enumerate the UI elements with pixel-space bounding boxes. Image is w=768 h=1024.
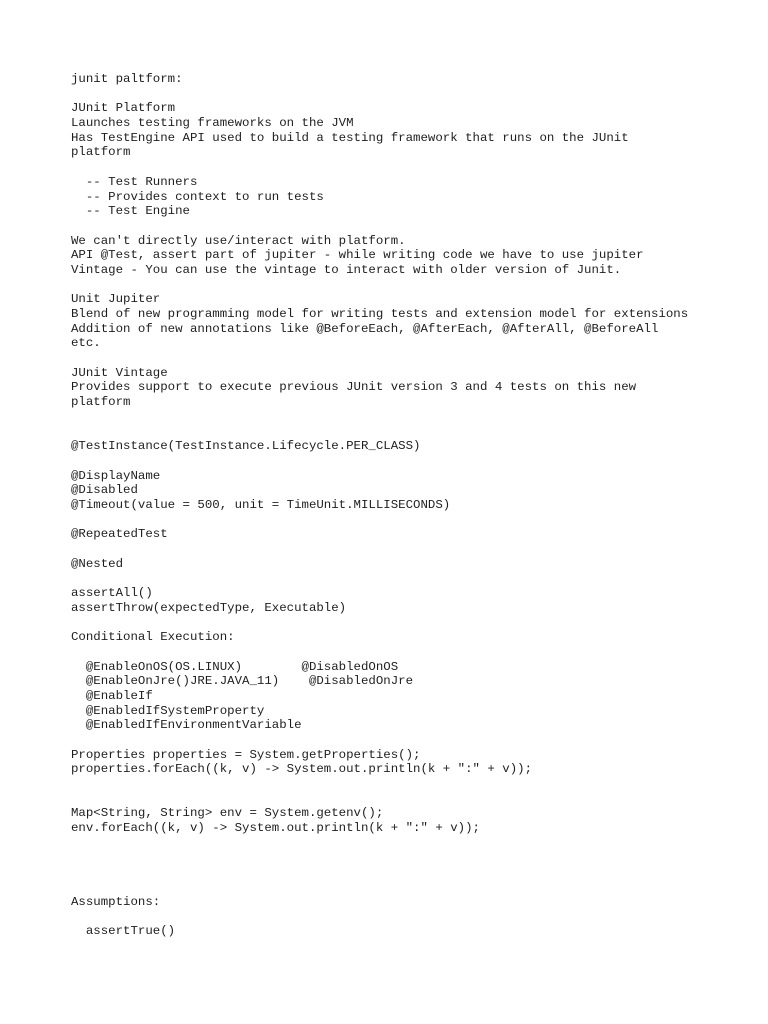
text-line: Properties properties = System.getProperties(); [71, 747, 421, 762]
blank-line [71, 87, 751, 102]
text-line: -- Test Engine [71, 204, 190, 219]
text-line: -- Provides context to run tests [71, 189, 324, 204]
text-line: platform [71, 145, 131, 160]
blank-line [71, 777, 751, 792]
text-line: etc. [71, 336, 101, 351]
blank-line [71, 615, 751, 630]
text-line: @EnableOnOS(OS.LINUX) @DisabledOnOS [71, 659, 399, 674]
blank-line [71, 542, 751, 557]
text-line: platform [71, 395, 131, 410]
blank-line [71, 278, 751, 293]
blank-line [71, 425, 751, 440]
text-line: Unit Jupiter [71, 292, 161, 307]
text-line: Map<String, String> env = System.getenv(); [71, 806, 384, 821]
text-line: @Disabled [71, 483, 138, 498]
text-line: We can't directly use/interact with platform. [71, 233, 406, 248]
blank-line [71, 909, 751, 924]
text-line: @EnabledIfSystemProperty [71, 703, 265, 718]
text-line: Conditional Execution: [71, 630, 235, 645]
text-line: assertTrue() [71, 923, 176, 938]
blank-line [71, 454, 751, 469]
text-line: Assumptions: [71, 894, 161, 909]
text-line: @Timeout(value = 500, unit = TimeUnit.MILLISECONDS) [71, 497, 451, 512]
text-line: JUnit Platform [71, 101, 176, 116]
text-line: env.forEach((k, v) -> System.out.println(k + ":" + v)); [71, 821, 480, 836]
text-line: Launches testing frameworks on the JVM [71, 116, 354, 131]
text-line: @Nested [71, 556, 124, 571]
blank-line [71, 792, 751, 807]
document-body [71, 72, 751, 939]
text-line: @DisplayName [71, 468, 161, 483]
blank-line [71, 733, 751, 748]
text-line: @EnabledIfEnvironmentVariable [71, 718, 302, 733]
text-line: Addition of new annotations like @BeforeEach, @AfterEach, @AfterAll, @BeforeAll [71, 321, 659, 336]
text-line: junit paltform: [71, 72, 183, 86]
text-line: @EnableIf [71, 688, 153, 703]
blank-line [71, 351, 751, 366]
text-line: API @Test, assert part of jupiter - while writing code we have to use jupiter [71, 248, 644, 263]
blank-line [71, 571, 751, 586]
blank-line [71, 160, 751, 175]
text-line: @EnableOnJre()JRE.JAVA_11) @DisabledOnJre [71, 674, 414, 689]
text-line: Vintage - You can use the vintage to interact with older version of Junit. [71, 262, 622, 277]
text-line: assertAll() [71, 586, 153, 601]
blank-line [71, 850, 751, 865]
text-line: @RepeatedTest [71, 527, 168, 542]
text-line: Provides support to execute previous JUnit version 3 and 4 tests on this new [71, 380, 637, 395]
text-line: properties.forEach((k, v) -> System.out.println(k + ":" + v)); [71, 762, 533, 777]
text-line: assertThrow(expectedType, Executable) [71, 600, 347, 615]
text-line: JUnit Vintage [71, 365, 168, 380]
blank-line [71, 880, 751, 895]
blank-line [71, 645, 751, 660]
blank-line [71, 836, 751, 851]
blank-line [71, 513, 751, 528]
text-line: Blend of new programming model for writing tests and extension model for extensions [71, 307, 689, 321]
text-line: Has TestEngine API used to build a testing framework that runs on the JUnit [71, 130, 629, 145]
text-line: @TestInstance(TestInstance.Lifecycle.PER_CLASS) [71, 439, 421, 454]
blank-line [71, 410, 751, 425]
text-line: -- Test Runners [71, 174, 198, 189]
blank-line [71, 219, 751, 234]
blank-line [71, 865, 751, 880]
